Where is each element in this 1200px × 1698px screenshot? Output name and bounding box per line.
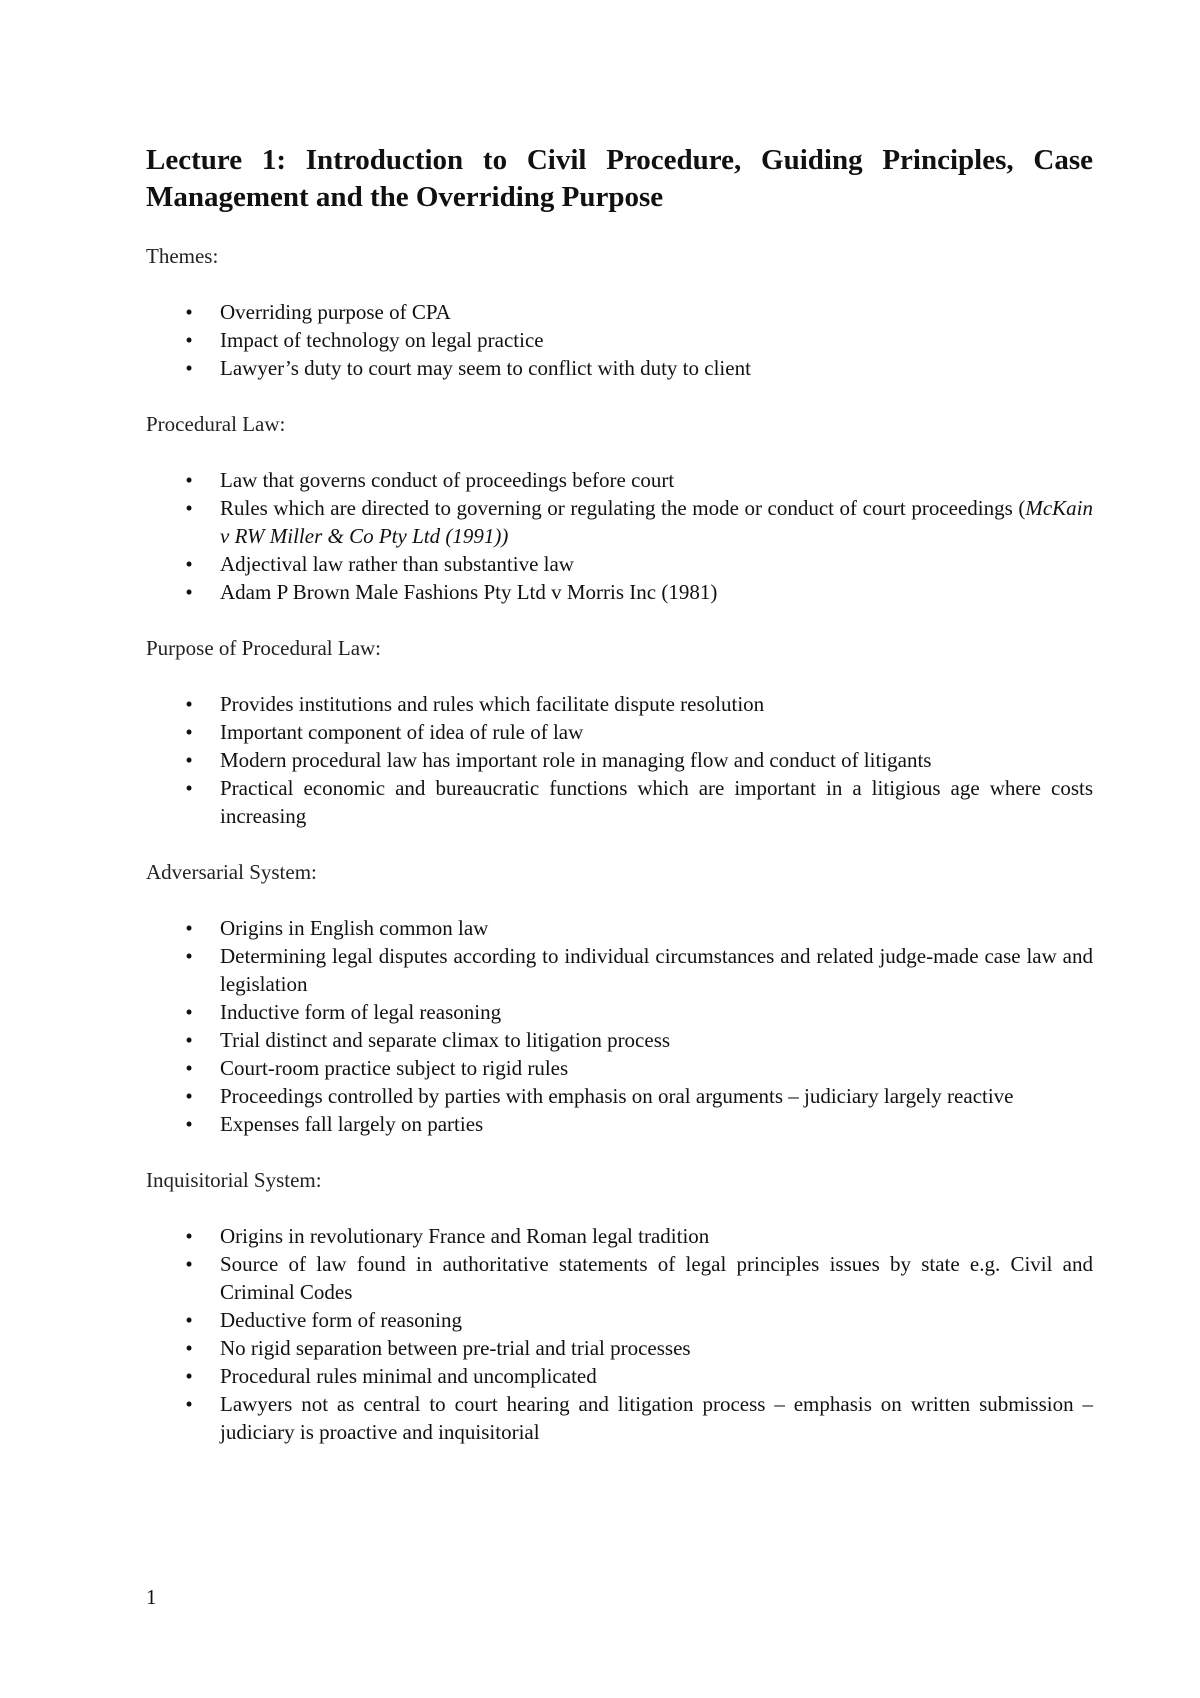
list-item: • Impact of technology on legal practice	[146, 326, 1093, 354]
list-item: • Overriding purpose of CPA	[146, 298, 1093, 326]
list-item: • Law that governs conduct of proceedings before court	[146, 466, 1093, 494]
section-heading-procedural-law: Procedural Law:	[146, 412, 286, 436]
list-item: • Origins in English common law	[146, 914, 1093, 942]
list-item: • Court-room practice subject to rigid rules	[146, 1054, 1093, 1082]
bullet-icon: •	[185, 356, 193, 380]
bullet-icon: •	[185, 496, 193, 520]
list-item: • Modern procedural law has important role in managing flow and conduct of litigants	[146, 746, 1093, 774]
list-item: • Source of law found in authoritative statements of legal principles issues by state e.g. Civil and Criminal Codes	[146, 1250, 1093, 1306]
list-item: • Origins in revolutionary France and Roman legal tradition	[146, 1222, 1093, 1250]
bullet-icon: •	[185, 944, 193, 968]
bullet-icon: •	[185, 1224, 193, 1248]
list-item: • Expenses fall largely on parties	[146, 1110, 1093, 1138]
list-item: • Deductive form of reasoning	[146, 1306, 1093, 1334]
purpose-list	[146, 690, 1093, 830]
bullet-icon: •	[185, 1084, 193, 1108]
bullet-icon: •	[185, 692, 193, 716]
bullet-icon: •	[185, 300, 193, 324]
bullet-icon: •	[185, 1028, 193, 1052]
list-item: • Procedural rules minimal and uncomplicated	[146, 1362, 1093, 1390]
list-item: • Determining legal disputes according to individual circumstances and related judge-made case law and legislation	[146, 942, 1093, 998]
page-content	[146, 142, 1093, 1474]
bullet-icon: •	[185, 1252, 193, 1276]
list-item: • Provides institutions and rules which facilitate dispute resolution	[146, 690, 1093, 718]
procedural-law-list	[146, 466, 1093, 606]
bullet-icon: •	[185, 1364, 193, 1388]
bullet-icon: •	[185, 776, 193, 800]
list-item: • No rigid separation between pre-trial and trial processes	[146, 1334, 1093, 1362]
bullet-icon: •	[185, 916, 193, 940]
list-item: • Lawyer’s duty to court may seem to conflict with duty to client	[146, 354, 1093, 382]
list-item: • Important component of idea of rule of law	[146, 718, 1093, 746]
bullet-icon: •	[185, 1112, 193, 1136]
section-heading-adversarial: Adversarial System:	[146, 860, 317, 884]
bullet-icon: •	[185, 1308, 193, 1332]
adversarial-list	[146, 914, 1093, 1138]
bullet-icon: •	[185, 328, 193, 352]
list-item: • Lawyers not as central to court hearing and litigation process – emphasis on written submission – judiciary is proactive and inquisitorial	[146, 1390, 1093, 1446]
lecture-title: Lecture 1: Introduction to Civil Procedure, Guiding Principles, Case Management and the Overriding Purpose	[146, 144, 1093, 213]
list-item: • Rules which are directed to governing or regulating the mode or conduct of court proceedings (McKain v RW Miller & Co Pty Ltd (1991))	[146, 494, 1093, 550]
bullet-icon: •	[185, 1056, 193, 1080]
case-citation: McKain v RW Miller & Co Pty Ltd (1991))	[220, 496, 1093, 548]
bullet-icon: •	[185, 580, 193, 604]
bullet-icon: •	[185, 1336, 193, 1360]
bullet-icon: •	[185, 468, 193, 492]
inquisitorial-list	[146, 1222, 1093, 1446]
bullet-icon: •	[185, 1392, 193, 1416]
section-heading-themes: Themes:	[146, 244, 219, 268]
list-item: • Practical economic and bureaucratic functions which are important in a litigious age where costs increasing	[146, 774, 1093, 830]
list-item: • Trial distinct and separate climax to litigation process	[146, 1026, 1093, 1054]
bullet-icon: •	[185, 748, 193, 772]
list-item: • Proceedings controlled by parties with emphasis on oral arguments – judiciary largely reactive	[146, 1082, 1093, 1110]
bullet-icon: •	[185, 1000, 193, 1024]
themes-list	[146, 298, 1093, 382]
section-heading-purpose: Purpose of Procedural Law:	[146, 636, 382, 660]
list-item: • Adam P Brown Male Fashions Pty Ltd v Morris Inc (1981)	[146, 578, 1093, 606]
list-item: • Adjectival law rather than substantive law	[146, 550, 1093, 578]
bullet-icon: •	[185, 720, 193, 744]
section-heading-inquisitorial: Inquisitorial System:	[146, 1168, 322, 1192]
bullet-icon: •	[185, 552, 193, 576]
list-item: • Inductive form of legal reasoning	[146, 998, 1093, 1026]
page-number: 1	[146, 1585, 157, 1609]
